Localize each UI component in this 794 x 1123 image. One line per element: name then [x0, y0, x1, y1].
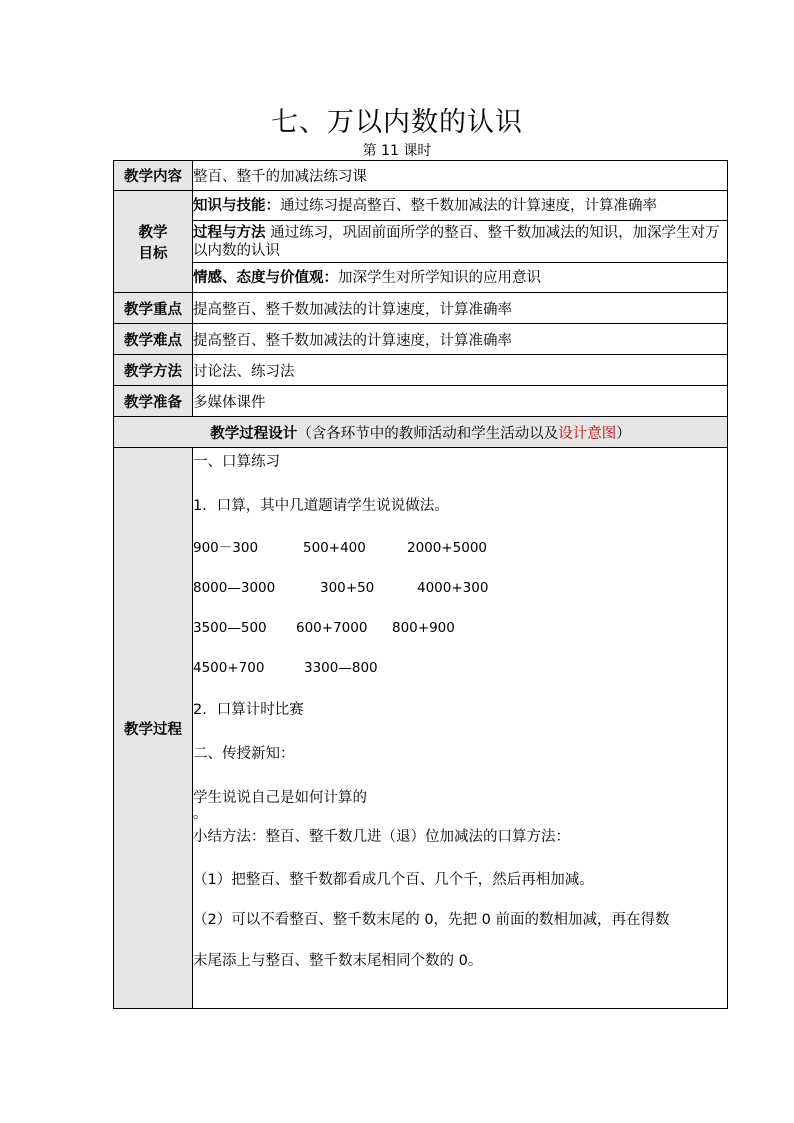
item-oral-calc: 1．口算，其中几道题请学生说说做法。: [193, 498, 449, 514]
process-content: [193, 448, 728, 1009]
calc-row-2: 8000—3000 300+50 4000+300: [193, 580, 489, 596]
method-row: [114, 355, 728, 386]
goal-emotion: 情感、态度与价值观：加深学生对所学知识的应用意识: [193, 263, 728, 293]
method-label: 教学方法: [114, 355, 193, 386]
content-value: 整百、整千的加减法练习课: [193, 161, 728, 191]
method-point-3: 末尾添上与整百、整千数末尾相同个数的 0。: [193, 953, 483, 969]
preparation-row: [114, 386, 728, 417]
section-oral-practice: 一、口算练习: [193, 454, 280, 470]
method-value: 讨论法、练习法: [193, 355, 728, 386]
method-point-1: （1）把整百、整千数都看成几个百、几个千，然后再相加减。: [193, 872, 594, 888]
content-row: [114, 161, 728, 191]
calc-row-3: 3500—500 600+7000 800+900: [193, 620, 455, 636]
summary-method: 小结方法：整百、整千数几进（退）位加减法的口算方法：: [193, 829, 570, 845]
goals-row-knowledge: [114, 191, 728, 221]
calc-row-4: 4500+700 3300—800: [193, 660, 378, 676]
goals-label: 教学 目标: [114, 191, 193, 293]
key-point-row: [114, 293, 728, 324]
student-explain: 学生说说自己是如何计算的: [193, 790, 367, 806]
design-header: 教学过程设计（含各环节中的教师活动和学生活动以及设计意图）: [114, 417, 728, 448]
key-point-value: 提高整百、整千数加减法的计算速度，计算准确率: [193, 293, 728, 324]
page-title: 七、万以内数的认识: [271, 107, 523, 138]
goals-row-process: [114, 221, 728, 263]
stray-period: 。: [193, 806, 208, 822]
difficulty-value: 提高整百、整千数加减法的计算速度，计算准确率: [193, 324, 728, 355]
content-label: 教学内容: [114, 161, 193, 191]
design-header-row: [114, 417, 728, 448]
section-new-knowledge: 二、传授新知：: [193, 746, 295, 762]
goal-knowledge: 知识与技能：通过练习提高整百、整千数加减法的计算速度，计算准确率: [193, 191, 728, 221]
preparation-label: 教学准备: [114, 386, 193, 417]
process-row: [114, 448, 728, 1009]
lesson-number: 第 11 课时: [362, 143, 432, 159]
difficulty-row: [114, 324, 728, 355]
item-timed-contest: 2．口算计时比赛: [193, 702, 304, 718]
goals-row-emotion: [114, 263, 728, 293]
lesson-plan-table: [113, 160, 728, 1009]
goal-process: 过程与方法 通过练习，巩固前面所学的整百、整千数加减法的知识，加深学生对万以内数的认识: [193, 221, 728, 263]
calc-row-1: 900－300 500+400 2000+5000: [193, 540, 488, 556]
method-point-2: （2）可以不看整百、整千数末尾的 0，先把 0 前面的数相加减，再在得数: [193, 912, 670, 928]
difficulty-label: 教学难点: [114, 324, 193, 355]
key-point-label: 教学重点: [114, 293, 193, 324]
preparation-value: 多媒体课件: [193, 386, 728, 417]
process-label: 教学过程: [114, 448, 193, 1009]
